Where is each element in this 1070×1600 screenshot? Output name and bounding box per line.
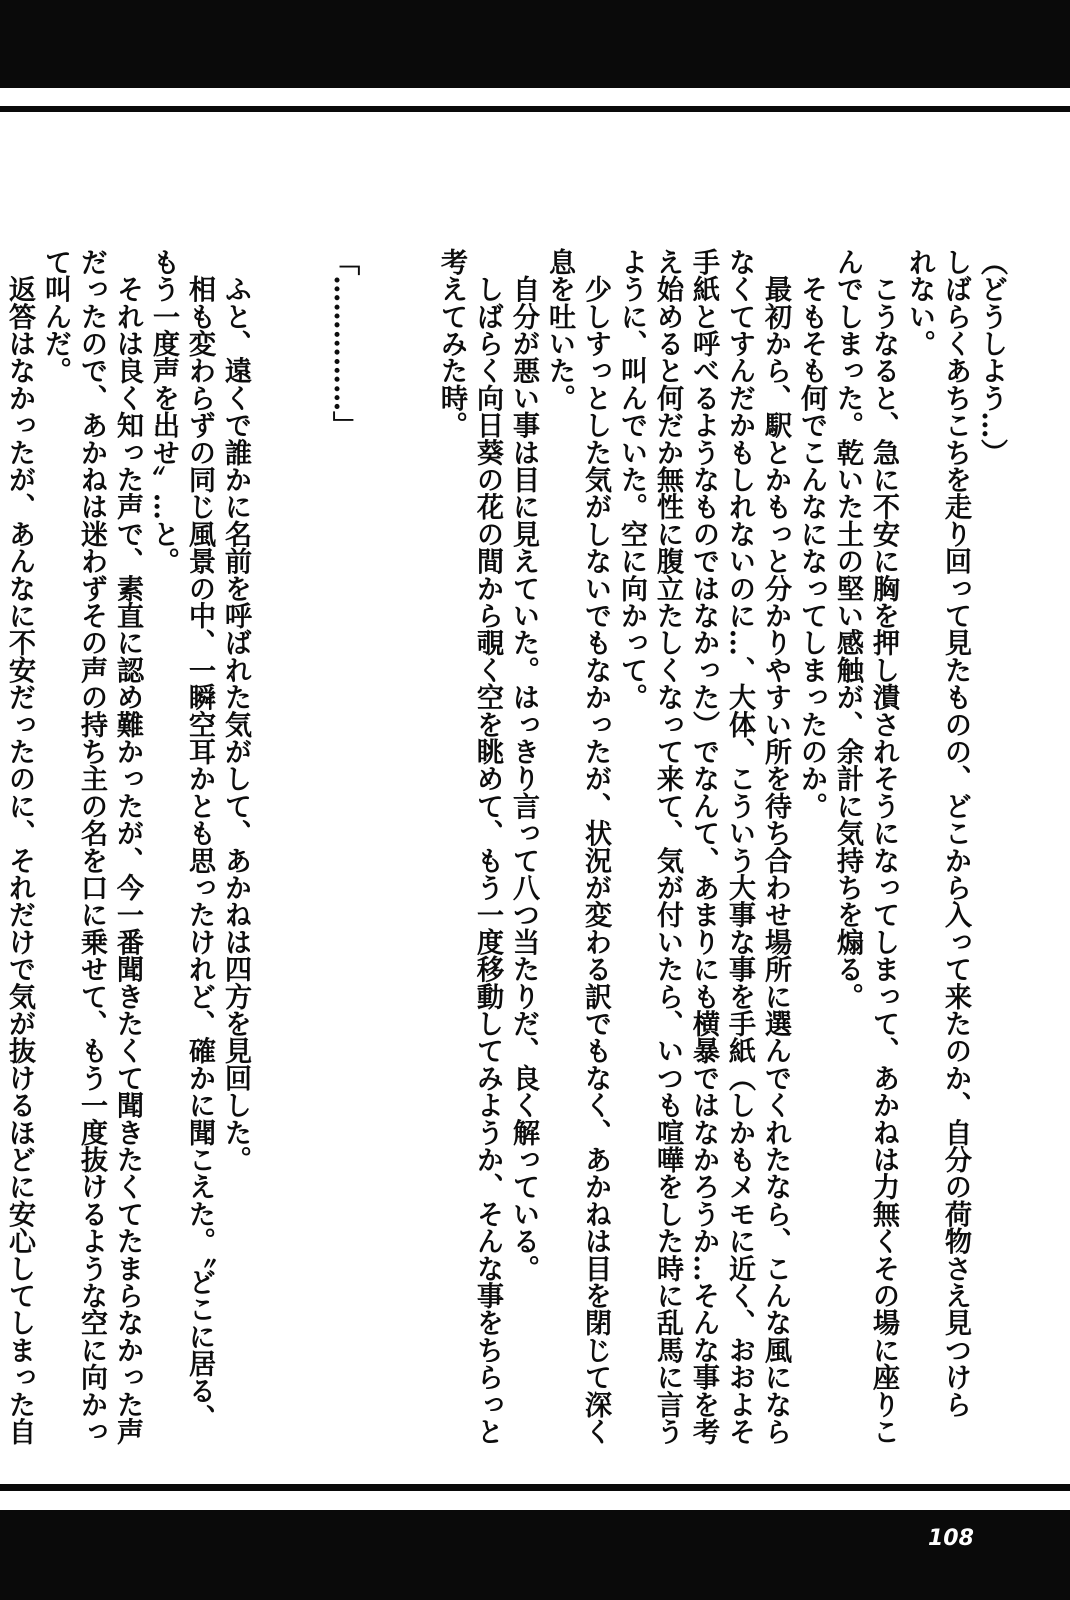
text-line: んでしまった。乾いた土の堅い感触が、余計に気持ちを煽る。 <box>832 248 864 1010</box>
text-line: 手紙と呼べるようなものではなかった）でなんて、あまりにも横暴ではなかろうか…そんな事を考 <box>688 248 720 1445</box>
bottom-black-band <box>0 1510 1070 1600</box>
text-line: れない。 <box>904 248 936 357</box>
top-black-band <box>0 0 1070 88</box>
text-line: 返答はなかったが、あんなに不安だったのに、それだけで気が抜けるほどに安心してしまった自 <box>4 248 36 1445</box>
text-line: だったので、あかねは迷わずその声の持ち主の名を口に乗せて、もう一度抜けるような空に向かっ <box>76 248 108 1445</box>
page-number: 108 <box>928 1526 974 1551</box>
blank-line <box>290 248 326 1408</box>
blank-line <box>362 248 398 1408</box>
top-rule <box>0 106 1070 112</box>
text-line: 息を吐いた。 <box>544 248 576 412</box>
dialogue-line: 「……………」 <box>328 248 360 439</box>
text-line: 相も変わらずの同じ風景の中、一瞬空耳かとも思ったけれど、確かに聞こえた。〝どこに居る、 <box>184 248 216 1432</box>
text-line: ように、叫んでいた。空に向かって。 <box>616 248 648 711</box>
text-line: ふと、遠くで誰かに名前を呼ばれた気がして、あかねは四方を見回した。 <box>220 248 252 1173</box>
text-line: て叫んだ。 <box>40 248 72 384</box>
text-line: 少しすっとした気がしないでもなかったが、状況が変わる訳でもなく、あかねは目を閉じて深く <box>580 248 612 1445</box>
text-line: こうなると、急に不安に胸を押し潰されそうになってしまって、あかねは力無くその場に座りこ <box>868 248 900 1445</box>
text-line: もう一度声を出せ〟…と。 <box>148 248 180 575</box>
text-line: しばらくあちこちを走り回って見たものの、どこから入って来たのか、自分の荷物さえ見つけら <box>940 248 972 1418</box>
text-line: 最初から、駅とかもっと分かりやすい所を待ち合わせ場所に選んでくれたなら、こんな風になら <box>760 248 792 1445</box>
text-line: なくてすんだかもしれないのに…、大体、こういう大事な事を手紙（しかもメモに近く、おおよそ <box>724 248 756 1445</box>
text-line: 自分が悪い事は目に見えていた。はっきり言って八つ当たりだ、良く解っている。 <box>508 248 540 1282</box>
text-line: そもそも何でこんなになってしまったのか。 <box>796 248 828 820</box>
text-line: しばらく向日葵の花の間から覗く空を眺めて、もう一度移動してみようか、そんな事をちらっと <box>472 248 504 1445</box>
text-line: それは良く知った声で、素直に認め難かったが、今一番聞きたくて聞きたくてたまらなかった声 <box>112 248 144 1445</box>
blank-line <box>254 248 290 1408</box>
text-line: 考えてみた時。 <box>436 248 468 439</box>
vertical-text-body <box>4 248 1010 1445</box>
text-line: （どうしよう…） <box>976 248 1008 466</box>
bottom-rule <box>0 1484 1070 1491</box>
blank-line <box>398 248 434 1408</box>
text-line: え始めると何だか無性に腹立たしくなって来て、気が付いたら、いつも喧嘩をした時に乱馬に言う <box>652 248 684 1445</box>
